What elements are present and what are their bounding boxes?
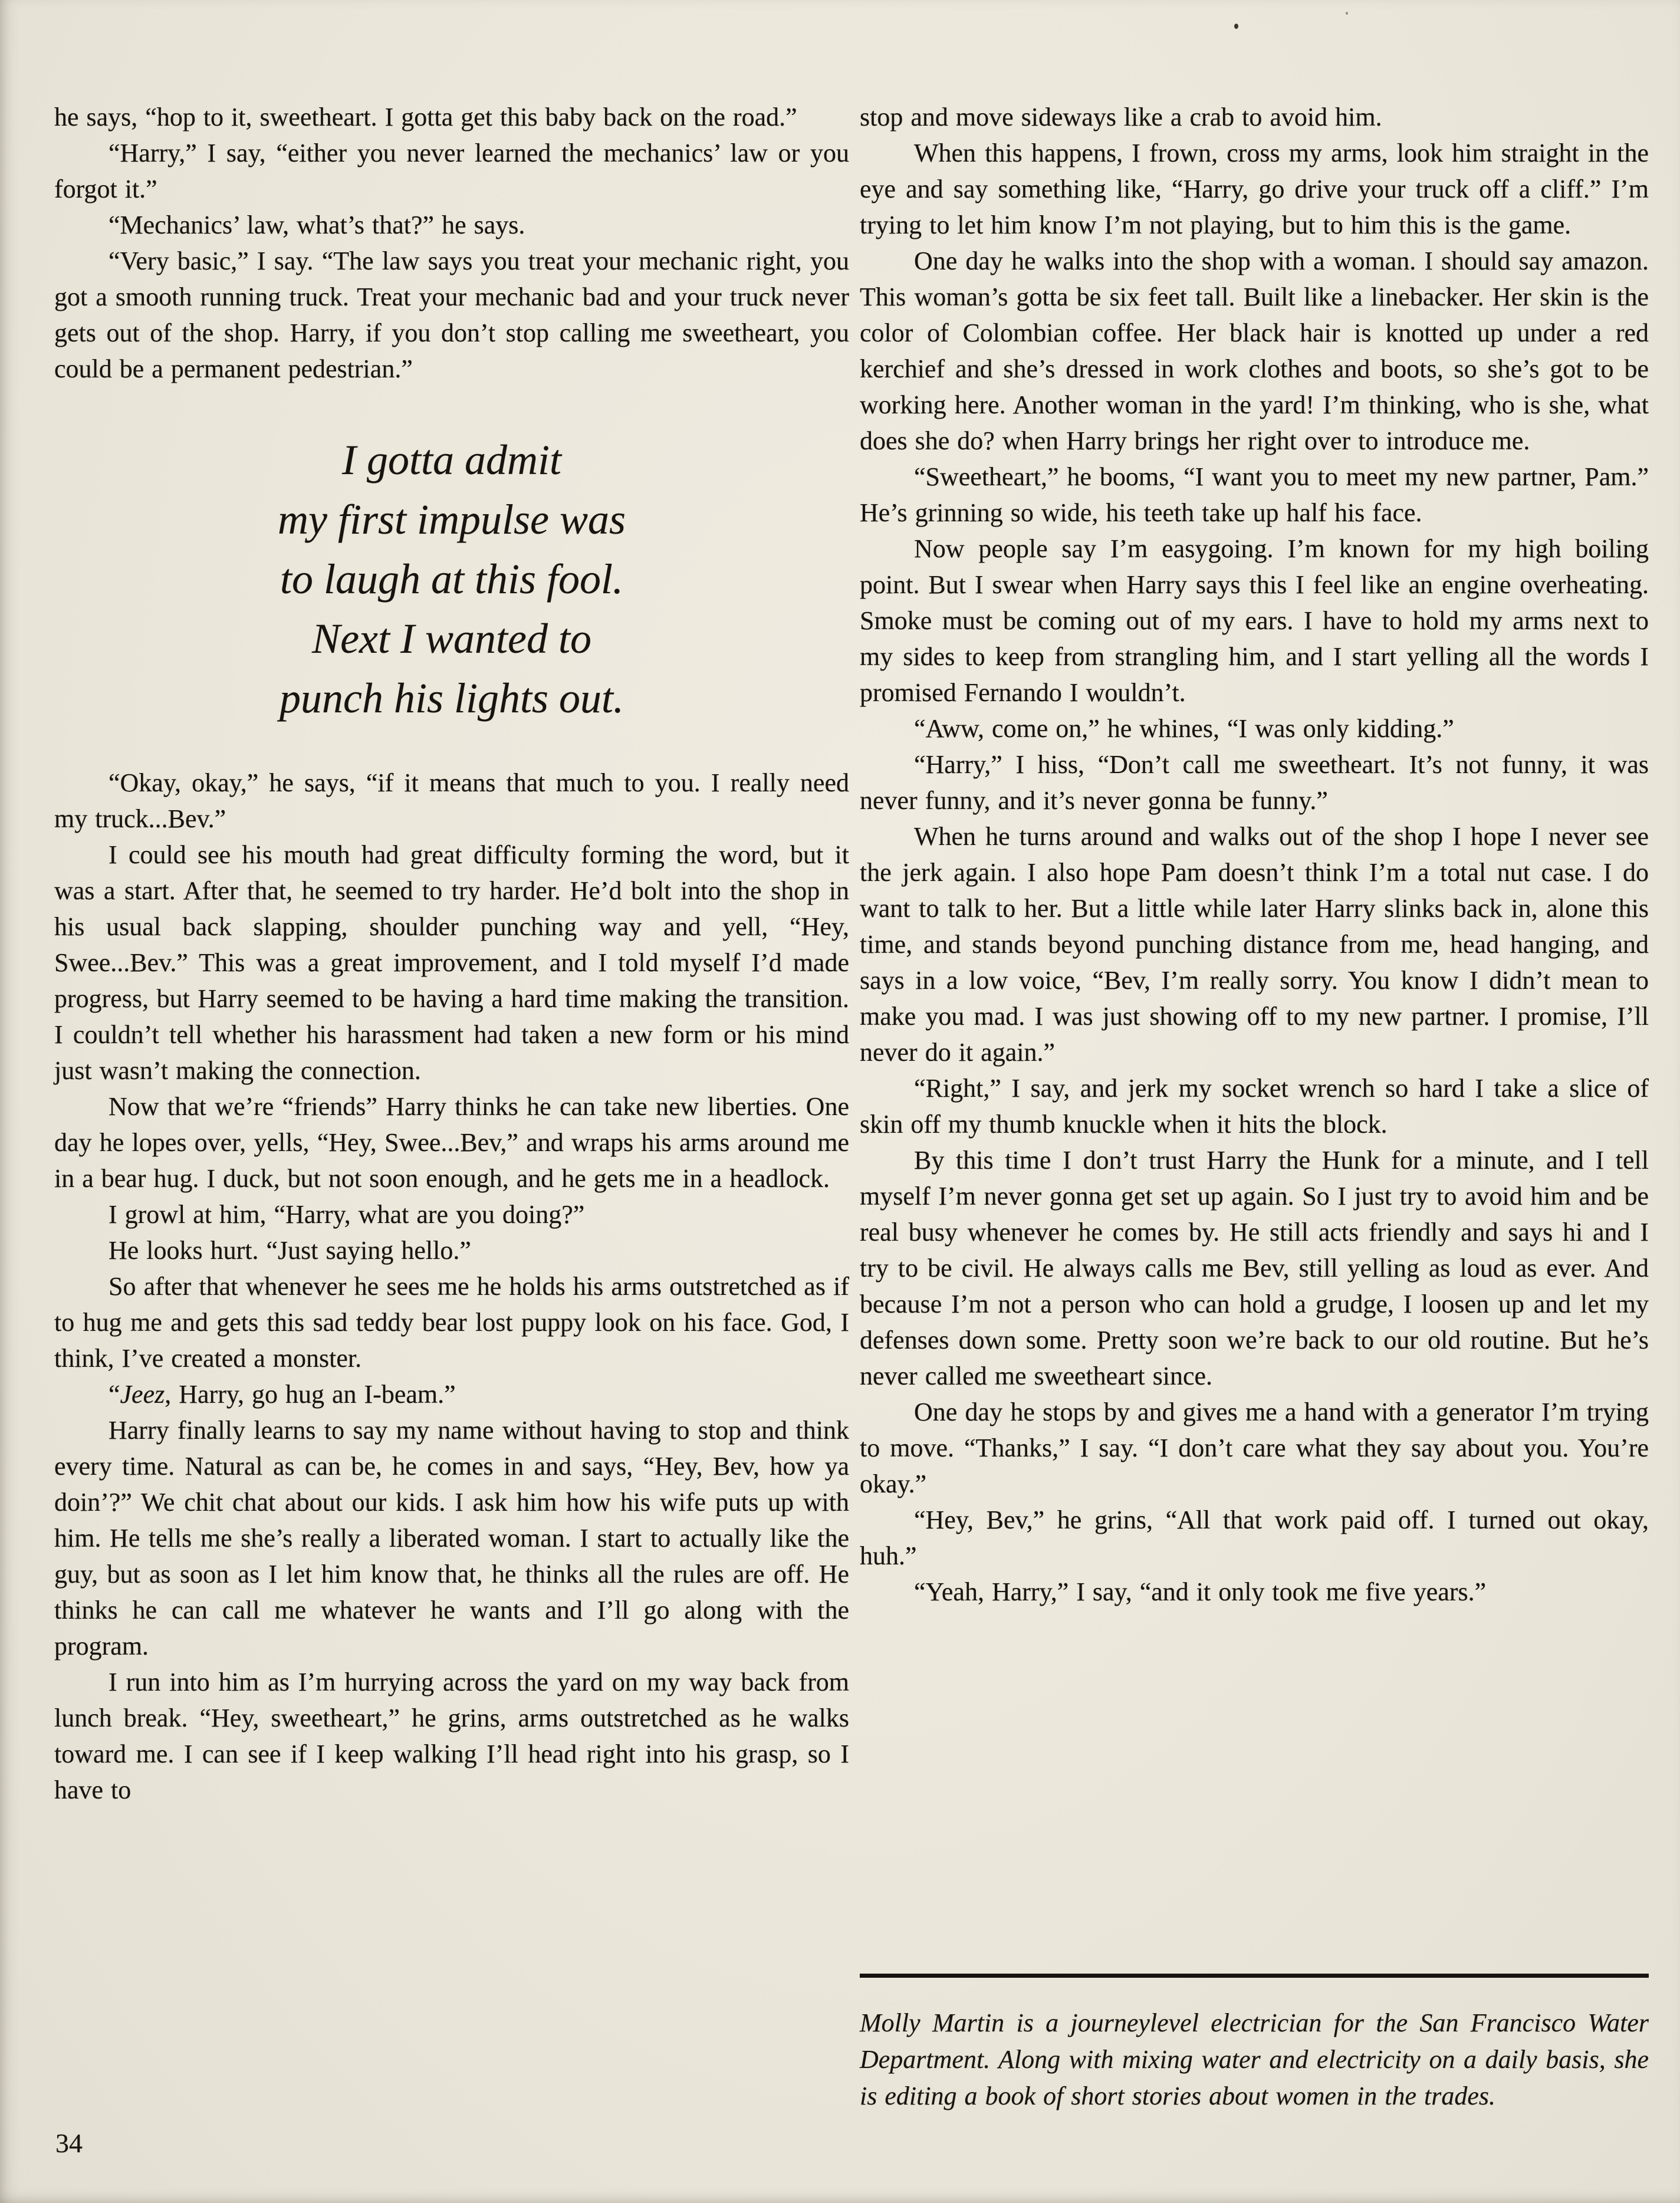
paragraph: “Aww, come on,” he whines, “I was only kidding.”	[914, 714, 1454, 743]
paragraph: “Very basic,” I say. “The law says you treat your mechanic right, you got a smooth running truck. Treat your mechanic bad and your truck never gets out of the shop. Harry, if you don’t stop calling me sweetheart, you could be a permanent pedestrian.”	[54, 246, 849, 383]
pull-quote: I gotta admit my first impulse was to laugh at this fool. Next I wanted to punch his lights out.	[277, 436, 626, 722]
paragraph: I growl at him, “Harry, what are you doing?”	[109, 1200, 585, 1229]
paragraph: “Okay, okay,” he says, “if it means that much to you. I really need my truck...Bev.”	[54, 768, 849, 833]
paragraph: stop and move sideways like a crab to avoid him.	[860, 103, 1382, 131]
paragraph: He looks hurt. “Just saying hello.”	[109, 1236, 471, 1265]
right-text-column	[860, 99, 1649, 2115]
paragraph: One day he stops by and gives me a hand with a generator I’m trying to move. “Thanks,” I say. “I don’t care what they say about you. You’re okay.”	[860, 1398, 1649, 1498]
author-footer	[860, 1974, 1649, 2115]
paragraph: “Yeah, Harry,” I say, “and it only took me five years.”	[914, 1577, 1487, 1606]
paragraph: “Harry,” I hiss, “Don’t call me sweetheart. It’s not funny, it was never funny, and it’s never gonna be funny.”	[860, 750, 1649, 815]
paragraph: “Mechanics’ law, what’s that?” he says.	[109, 211, 525, 239]
paragraph: he says, “hop to it, sweetheart. I gotta get this baby back on the road.”	[54, 103, 797, 131]
right-column-paragraphs	[860, 99, 1649, 1610]
paragraph: When he turns around and walks out of the shop I hope I never see the jerk again. I also hope Pam doesn’t think I’m a total nut case. I do want to talk to her. But a little while later Harry slinks back in, alone this time, and stands beyond punching distance from me, head hanging, and says in a low voice, “Bev, I’m really sorry. You know I didn’t mean to make you mad. I was just showing off to my new partner. I promise, I’ll never do it again.”	[860, 822, 1649, 1067]
paragraph: “Sweetheart,” he booms, “I want you to meet my new partner, Pam.” He’s grinning so wide, his teeth take up half his face.	[860, 462, 1649, 527]
paragraph: Now that we’re “friends” Harry thinks he can take new liberties. One day he lopes over, yells, “Hey, Swee...Bev,” and wraps his arms around me in a bear hug. I duck, but not soon enough, and he gets me in a headlock.	[54, 1092, 849, 1193]
paragraph: By this time I don’t trust Harry the Hunk for a minute, and I tell myself I’m never gonna get set up again. So I just try to avoid him and be real busy whenever he comes by. He still acts friendly and says hi and I try to be civil. He always calls me Bev, still yelling as loud as ever. And because I’m not a person who can hold a grudge, I loosen up and let my defenses down some. Pretty soon we’re back to our old routine. But he’s never called me sweetheart since.	[860, 1146, 1649, 1390]
paragraph: I run into him as I’m hurrying across the yard on my way back from lunch break. “Hey, sweetheart,” he grins, arms outstretched as he walks toward me. I can see if I keep walking I’ll head right into his grasp, so I have to	[54, 1668, 849, 1804]
scan-speck	[1346, 12, 1348, 15]
paragraph: One day he walks into the shop with a woman. I should say amazon. This woman’s gotta be six feet tall. Built like a linebacker. Her skin is the color of Colombian coffee. Her black hair is knotted up under a red kerchief and she’s dressed in work clothes and boots, so she’s got to be working here. Another woman in the yard! I’m thinking, who is she, what does she do? when Harry brings her right over to introduce me.	[860, 246, 1649, 455]
left-text-column	[54, 99, 849, 1808]
paragraph: “Hey, Bev,” he grins, “All that work paid off. I turned out okay, huh.”	[860, 1505, 1649, 1570]
paragraph: I could see his mouth had great difficulty forming the word, but it was a start. After that, he seemed to try harder. He’d bolt into the shop in his usual back slapping, shoulder punching way and yell, “Hey, Swee...Bev.” This was a great improvement, and I told myself I’d made progress, but Harry seemed to be having a hard time making the transition. I couldn’t tell whether his harassment had taken a new form or his mind just wasn’t making the connection.	[54, 840, 849, 1085]
paragraph: “Harry,” I say, “either you never learned the mechanics’ law or you forgot it.”	[54, 139, 849, 203]
page-number: 34	[55, 2128, 83, 2158]
paragraph: So after that whenever he sees me he holds his arms outstretched as if to hug me and gets this sad teddy bear lost puppy look on his face. God, I think, I’ve created a monster.	[54, 1272, 849, 1373]
paragraph: Now people say I’m easygoing. I’m known for my high boiling point. But I swear when Harry says this I feel like an engine overheating. Smoke must be coming out of my ears. I have to hold my arms next to my sides to keep from strangling him, and I start yelling all the words I promised Fernando I wouldn’t.	[860, 534, 1649, 707]
author-bio: Molly Martin is a journeylevel electrician for the San Francisco Water Department. Along with mixing water and electricity on a daily basis, she is editing a book of short stories about women in the trades.	[860, 2008, 1649, 2110]
paragraph: When this happens, I frown, cross my arms, look him straight in the eye and say something like, “Harry, go drive your truck off a cliff.” I’m trying to let him know I’m not playing, but to him this is the game.	[860, 139, 1649, 239]
paragraph: “Right,” I say, and jerk my socket wrench so hard I take a slice of skin off my thumb knuckle when it hits the block.	[860, 1074, 1649, 1139]
paragraph: “Jeez, Harry, go hug an I-beam.”	[109, 1380, 456, 1409]
scan-speck	[1234, 24, 1238, 29]
paragraph: Harry finally learns to say my name without having to stop and think every time. Natural as can be, he comes in and says, “Hey, Bev, how ya doin’?” We chit chat about our kids. I ask him how his wife puts up with him. He tells me she’s really a liberated woman. I start to actually like the guy, but as soon as I let him know that, he thinks all the rules are off. He thinks he can call me whatever he wants and I’ll go along with the program.	[54, 1416, 849, 1661]
footer-divider-rule	[860, 1974, 1649, 1978]
